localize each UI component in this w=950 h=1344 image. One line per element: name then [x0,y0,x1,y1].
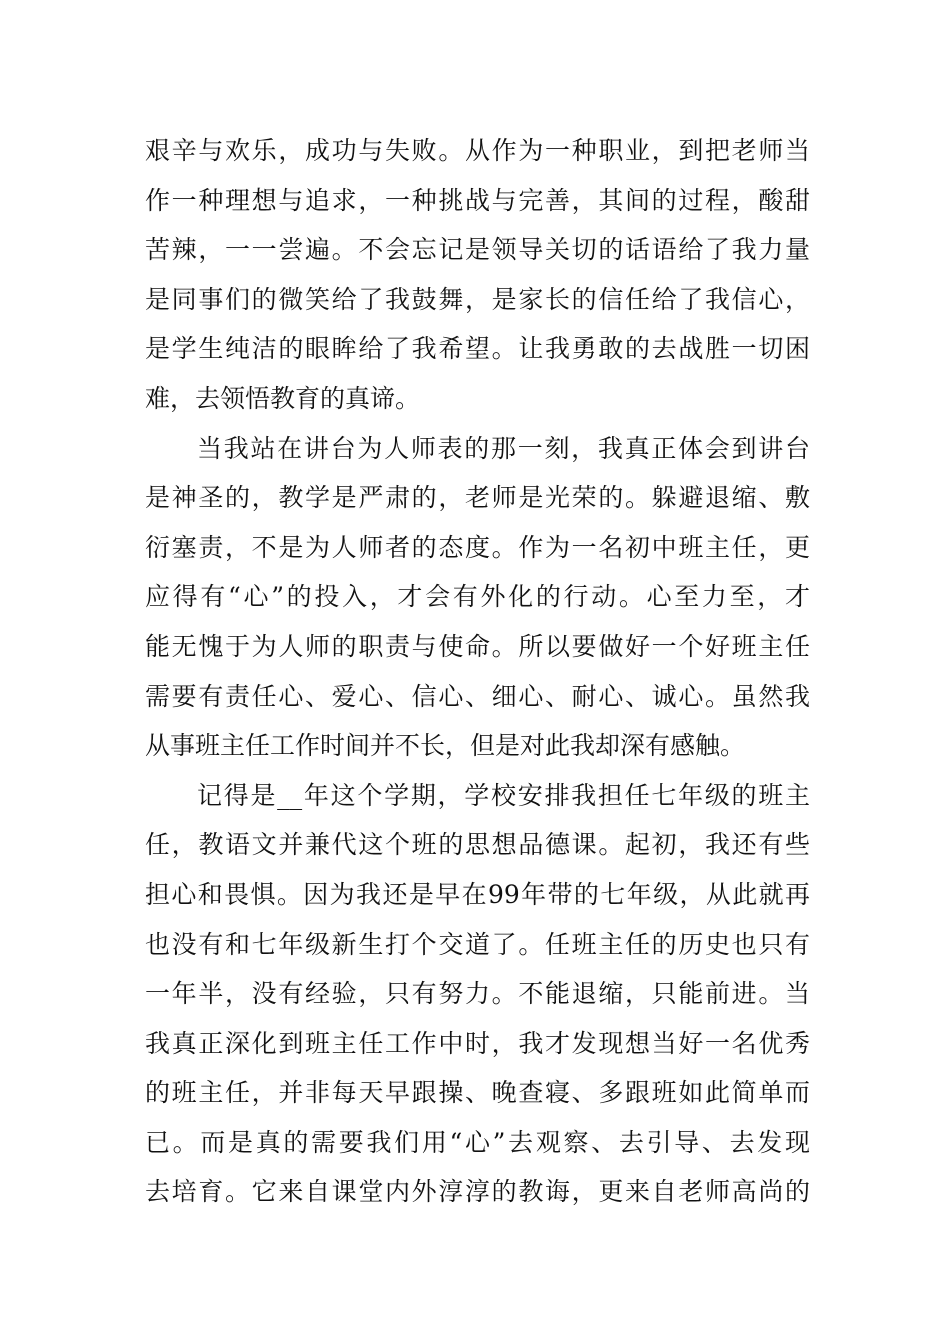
text-line: 艰辛与欢乐，成功与失败。从作为一种职业，到把老师当 [145,136,810,165]
text-line: 的班主任，并非每天早跟操、晚查寝、多跟班如此简单而 [145,1078,810,1108]
text-line: 也没有和七年级新生打个交道了。任班主任的历史也只有 [145,929,810,959]
text-line: 我真正深化到班主任工作中时，我才发现想当好一名优秀 [145,1028,810,1058]
text-line: 是同事们的微笑给了我鼓舞，是家长的信任给了我信心， [145,284,810,314]
text-line: 需要有责任心、爱心、信心、细心、耐心、诚心。虽然我 [145,681,810,711]
text-line: 去培育。它来自课堂内外淳淳的教诲，更来自老师高尚的 [145,1177,810,1207]
text-line: 担心和畏惧。因为我还是早在99年带的七年级，从此就再 [145,879,810,909]
text-line: 衍塞责，不是为人师者的态度。作为一名初中班主任，更 [145,532,810,562]
text-line: 是神圣的，教学是严肃的，老师是光荣的。躲避退缩、敷 [145,483,810,513]
text-line: 难，去领悟教育的真谛。 [145,383,421,413]
text-line: 记得是__年这个学期，学校安排我担任七年级的班主 [197,780,810,810]
text-line: 任，教语文并兼代这个班的思想品德课。起初，我还有些 [145,830,810,860]
text-line: 能无愧于为人师的职责与使命。所以要做好一个好班主任 [145,631,810,661]
text-line: 从事班主任工作时间并不长，但是对此我却深有感触。 [145,731,746,761]
text-line: 苦辣，一一尝遍。不会忘记是领导关切的话语给了我力量 [145,235,810,265]
text-line: 一年半，没有经验，只有努力。不能退缩，只能前进。当 [145,979,810,1009]
text-line: 应得有“心”的投入，才会有外化的行动。心至力至，才 [145,582,810,612]
text-line: 作一种理想与追求，一种挑战与完善，其间的过程，酸甜 [145,185,810,215]
text-line: 已。而是真的需要我们用“心”去观察、去引导、去发现 [145,1127,810,1157]
text-line: 是学生纯洁的眼眸给了我希望。让我勇敢的去战胜一切困 [145,334,810,364]
body-text [145,126,810,1217]
text-line: 当我站在讲台为人师表的那一刻，我真正体会到讲台 [197,433,810,463]
